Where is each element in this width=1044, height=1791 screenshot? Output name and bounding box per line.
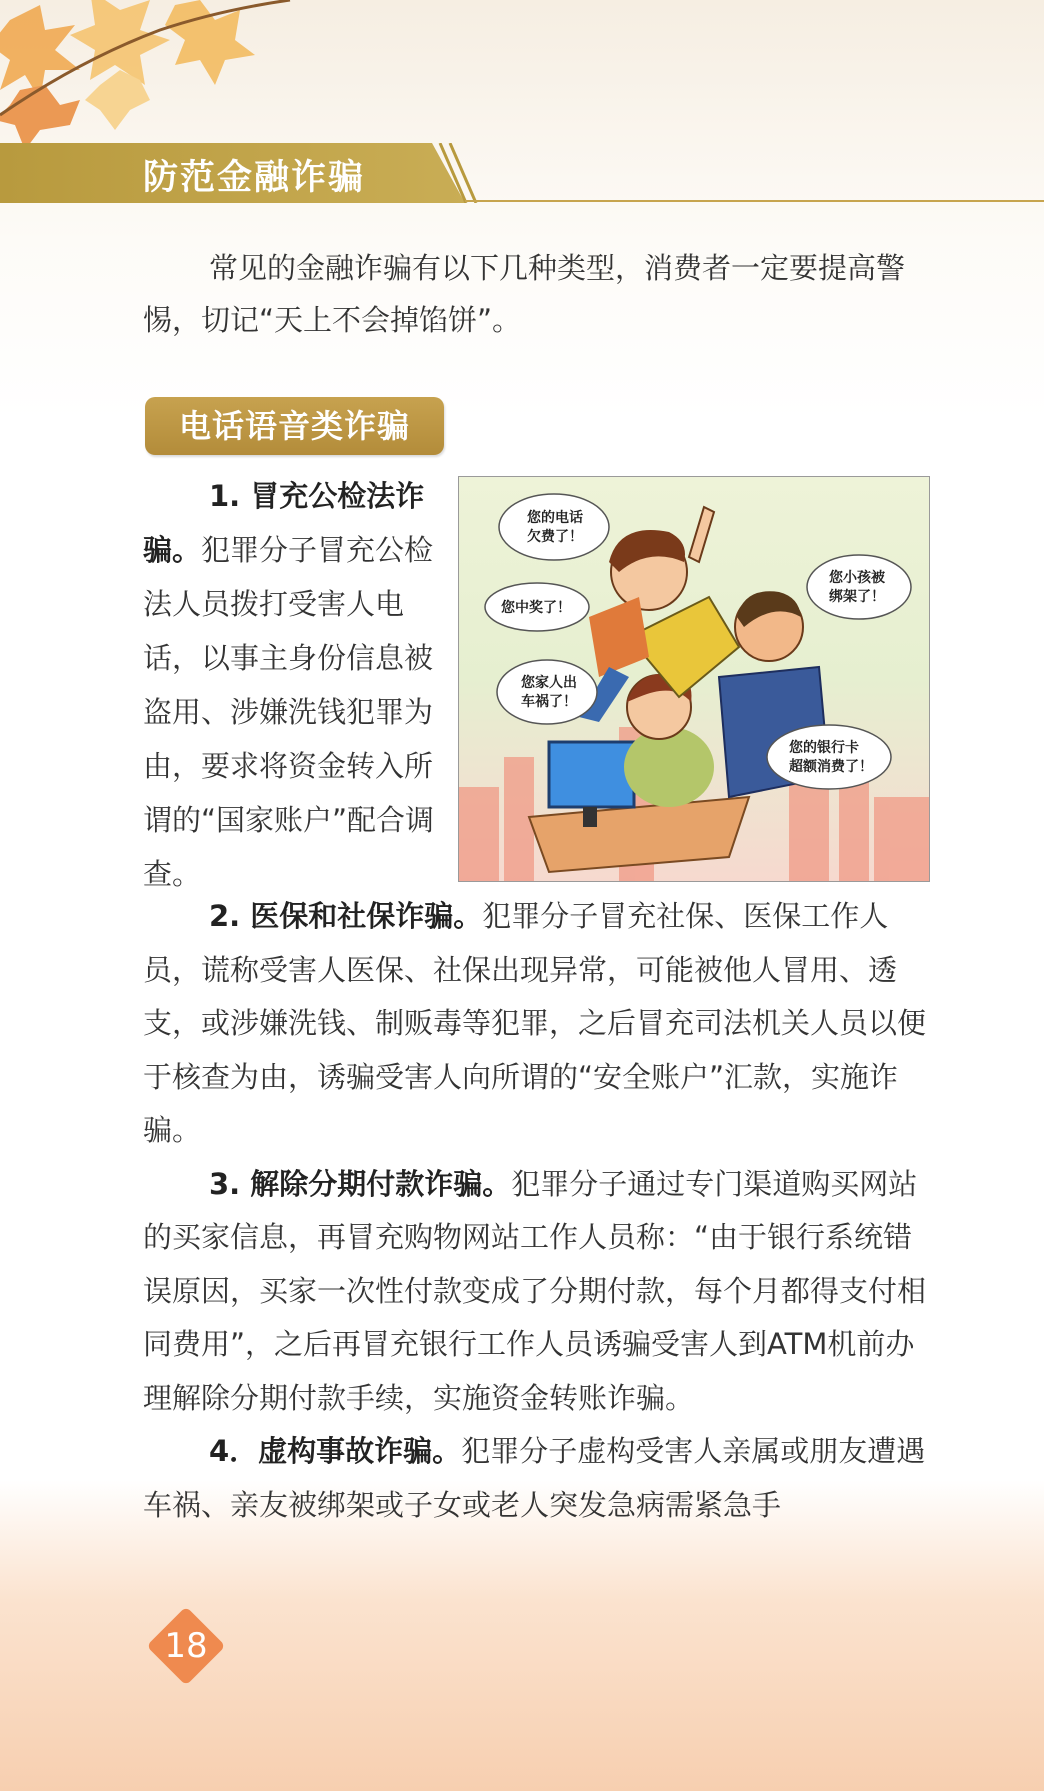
intro-paragraph — [143, 242, 933, 346]
bubble-1b: 欠费了！ — [527, 529, 583, 545]
bubble-4b: 绑架了！ — [829, 589, 885, 605]
bubble-1a: 您的电话 — [527, 510, 583, 526]
item-3-paragraph — [143, 1158, 933, 1426]
item-1-body: 犯罪分子冒充公检法人员拨打受害人电话，以事主身份信息被盗用、涉嫌洗钱犯罪为由，要求将资金转入所谓的“国家账户”配合调查。 — [143, 533, 435, 891]
header-slash-decoration — [426, 143, 486, 203]
bubble-5b: 超额消费了！ — [789, 759, 873, 775]
item-3-heading: 3. 解除分期付款诈骗。 — [209, 1166, 512, 1201]
bubble-5a: 您的银行卡 — [789, 740, 859, 756]
page-number: 18 — [164, 1626, 208, 1666]
bubble-3b: 车祸了！ — [521, 694, 577, 710]
item-1-paragraph — [143, 469, 448, 901]
item-4-paragraph — [143, 1425, 933, 1532]
intro-text: 常见的金融诈骗有以下几种类型，消费者一定要提高警惕，切记“天上不会掉馅饼”。 — [143, 251, 906, 337]
item-2-body: 犯罪分子冒充社保、医保工作人员，谎称受害人医保、社保出现异常，可能被他人冒用、透支，或涉嫌洗钱、制贩毒等犯罪，之后冒充司法机关人员以便于核查为由，诱骗受害人向所谓的“安全账户”汇款，实施诈骗。 — [143, 899, 927, 1147]
page-header-title: 防范金融诈骗 — [143, 158, 366, 198]
item-1-heading: 1. 冒充公检法诈骗。 — [143, 479, 425, 567]
item-4-heading: 4．虚构事故诈骗。 — [209, 1434, 462, 1468]
section-heading: 电话语音类诈骗 — [145, 397, 444, 455]
maple-leaves-decoration — [0, 0, 300, 150]
item-2-heading: 2. 医保和社保诈骗。 — [209, 899, 483, 933]
item-3-body: 犯罪分子通过专门渠道购买网站的买家信息，再冒充购物网站工作人员称：“由于银行系统错误原因，买家一次性付款变成了分期付款，每个月都得支付相同费用”，之后再冒充银行工作人员诱骗受害人到ATM机前办理解除分期付款手续，实施资金转账诈骗。 — [143, 1166, 927, 1415]
fraud-items-list — [143, 890, 933, 1532]
bubble-2: 您中奖了！ — [501, 600, 571, 616]
bubble-3a: 您家人出 — [521, 675, 577, 691]
item-2-paragraph — [143, 890, 933, 1158]
item-4-body: 犯罪分子虚构受害人亲属或朋友遭遇车祸、亲友被绑架或子女或老人突发急病需紧急手 — [143, 1434, 926, 1522]
fraud-cartoon-illustration — [458, 476, 930, 882]
bubble-4a: 您小孩被 — [829, 570, 885, 586]
header-rule — [465, 200, 1044, 202]
